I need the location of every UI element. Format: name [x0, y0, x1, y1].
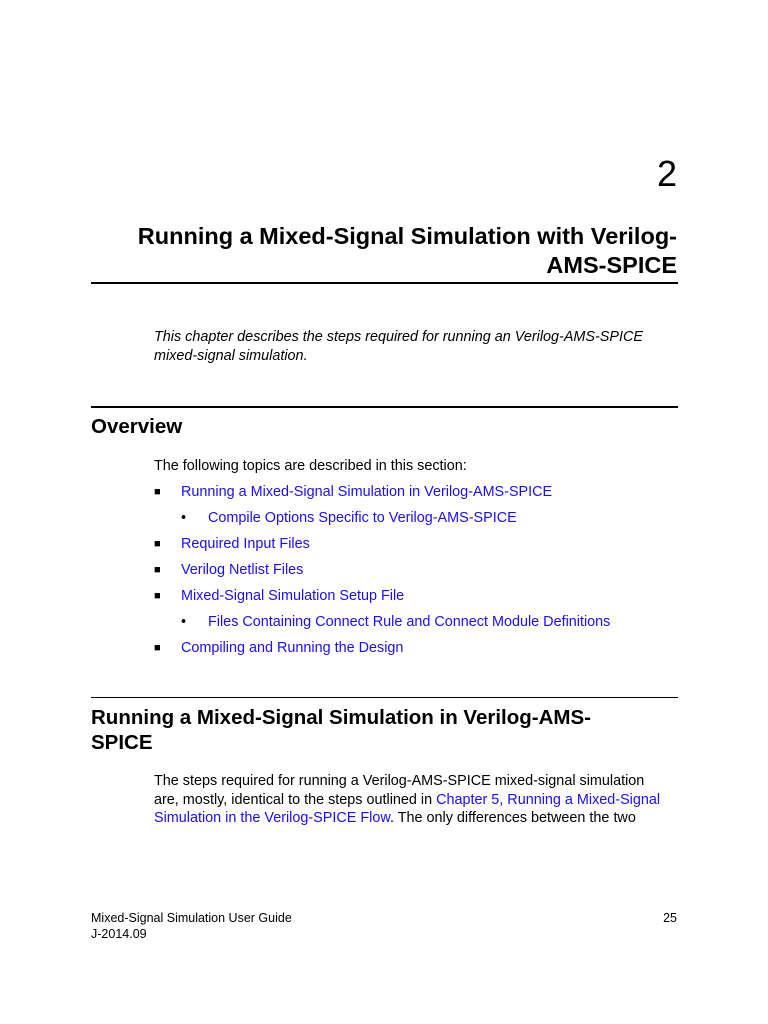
footer-page-number: 25: [663, 911, 677, 925]
round-bullet-icon: •: [181, 510, 187, 526]
section-divider: [91, 697, 678, 698]
chapter-title-line-2: AMS-SPICE: [546, 252, 677, 278]
square-bullet-icon: ■: [154, 538, 161, 550]
paragraph-line-3: [154, 809, 684, 828]
topic-link-required-input-files[interactable]: Required Input Files: [181, 536, 310, 552]
section-heading-line-2: SPICE: [91, 731, 153, 754]
chapter-title-line-1: Running a Mixed-Signal Simulation with Verilog-: [137, 223, 677, 249]
overview-heading: Overview: [91, 415, 183, 438]
section-heading-line-1: Running a Mixed-Signal Simulation in Verilog-AMS-: [91, 706, 591, 729]
square-bullet-icon: ■: [154, 564, 161, 576]
chapter-title: [77, 222, 677, 280]
section-paragraph: [154, 772, 684, 828]
footer-doc-title: Mixed-Signal Simulation User Guide: [91, 911, 292, 925]
title-divider: [91, 282, 678, 284]
topic-link-setup-file[interactable]: Mixed-Signal Simulation Setup File: [181, 588, 405, 604]
square-bullet-icon: ■: [154, 642, 161, 654]
topics-intro: The following topics are described in this section:: [154, 458, 467, 474]
overview-divider: [91, 406, 678, 408]
topic-link-verilog-netlist-files[interactable]: Verilog Netlist Files: [181, 562, 304, 578]
chapter-5-link[interactable]: Chapter 5, Running a Mixed-Signal: [436, 791, 661, 808]
chapter-number: 2: [656, 153, 677, 194]
round-bullet-icon: •: [181, 614, 187, 630]
paragraph-line-2: [154, 791, 684, 810]
square-bullet-icon: ■: [154, 486, 161, 498]
topic-link-compiling-running[interactable]: Compiling and Running the Design: [181, 640, 404, 656]
chapter-intro-line-2: mixed-signal simulation.: [154, 348, 308, 364]
paragraph-text: are, mostly, identical to the steps outlined in: [154, 791, 437, 808]
topic-link-running-simulation[interactable]: Running a Mixed-Signal Simulation in Verilog-AMS-SPICE: [181, 484, 553, 500]
paragraph-line-1: The steps required for running a Verilog-AMS-SPICE mixed-signal simulation: [154, 773, 645, 789]
footer-version: J-2014.09: [91, 927, 147, 941]
section-heading: [91, 705, 651, 755]
topic-link-compile-options[interactable]: Compile Options Specific to Verilog-AMS-SPICE: [208, 510, 517, 526]
square-bullet-icon: ■: [154, 590, 161, 602]
chapter-intro-line-1: This chapter describes the steps required for running an Verilog-AMS-SPICE: [154, 329, 643, 345]
topic-link-connect-rule-files[interactable]: Files Containing Connect Rule and Connect Module Definitions: [208, 614, 611, 630]
chapter-intro: [154, 328, 684, 366]
chapter-5-link-continued[interactable]: Simulation in the Verilog-SPICE Flow: [154, 810, 390, 826]
paragraph-text: . The only differences between the two: [389, 810, 636, 826]
